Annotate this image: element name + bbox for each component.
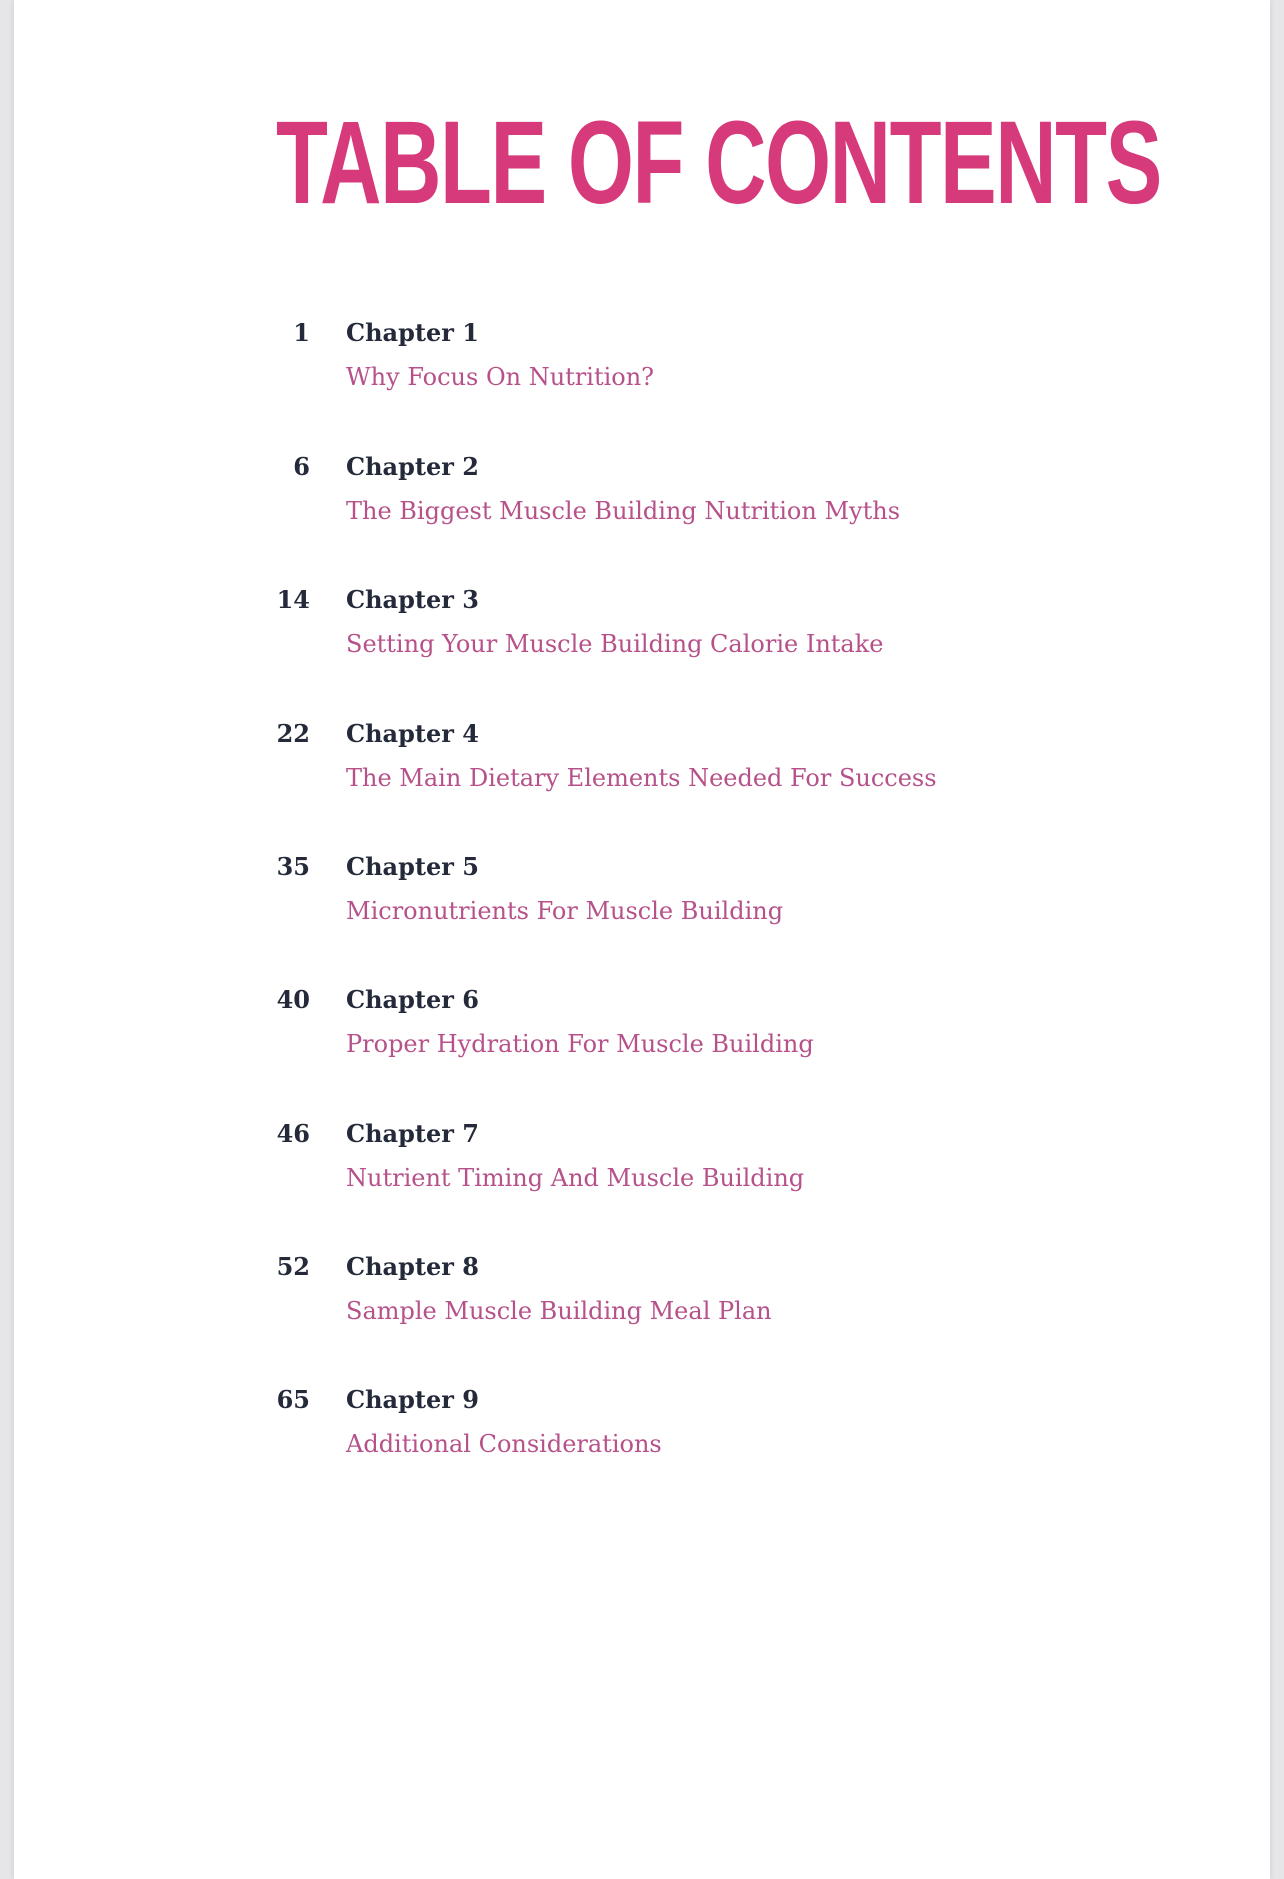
toc-chapter-label: Chapter 6 xyxy=(346,985,479,1014)
toc-entry-chapter-6[interactable] xyxy=(14,985,1270,1085)
toc-chapter-title[interactable]: Additional Considerations xyxy=(346,1430,662,1458)
toc-chapter-title[interactable]: Nutrient Timing And Muscle Building xyxy=(346,1164,805,1192)
toc-page-number: 40 xyxy=(276,985,310,1014)
document-page xyxy=(14,0,1270,1879)
toc-chapter-title[interactable]: The Biggest Muscle Building Nutrition Myths xyxy=(346,497,901,525)
toc-entry-chapter-3[interactable] xyxy=(14,585,1270,685)
toc-entry-chapter-8[interactable] xyxy=(14,1252,1270,1352)
toc-chapter-label: Chapter 2 xyxy=(346,452,479,481)
toc-entry-chapter-1[interactable] xyxy=(14,318,1270,418)
toc-page-number: 6 xyxy=(293,452,310,481)
toc-chapter-title[interactable]: Sample Muscle Building Meal Plan xyxy=(346,1297,772,1325)
page-title: TABLE OF CONTENTS xyxy=(276,97,1161,229)
toc-entry-chapter-9[interactable] xyxy=(14,1385,1270,1485)
toc-chapter-label: Chapter 8 xyxy=(346,1252,479,1281)
toc-entry-chapter-2[interactable] xyxy=(14,452,1270,552)
toc-page-number: 65 xyxy=(276,1385,310,1414)
toc-page-number: 35 xyxy=(276,852,310,881)
toc-entry-chapter-7[interactable] xyxy=(14,1119,1270,1219)
toc-page-number: 52 xyxy=(276,1252,310,1281)
toc-chapter-label: Chapter 7 xyxy=(346,1119,479,1148)
toc-chapter-title[interactable]: Proper Hydration For Muscle Building xyxy=(346,1030,814,1058)
toc-page-number: 46 xyxy=(276,1119,310,1148)
toc-chapter-title[interactable]: Micronutrients For Muscle Building xyxy=(346,897,784,925)
toc-chapter-title[interactable]: The Main Dietary Elements Needed For Success xyxy=(346,764,937,792)
toc-chapter-label: Chapter 5 xyxy=(346,852,479,881)
toc-entry-chapter-5[interactable] xyxy=(14,852,1270,952)
toc-chapter-label: Chapter 3 xyxy=(346,585,479,614)
toc-chapter-title[interactable]: Why Focus On Nutrition? xyxy=(346,363,655,391)
toc-page-number: 14 xyxy=(276,585,310,614)
toc-chapter-label: Chapter 1 xyxy=(346,318,479,347)
toc-chapter-label: Chapter 4 xyxy=(346,719,479,748)
toc-chapter-title[interactable]: Setting Your Muscle Building Calorie Intake xyxy=(346,630,884,658)
toc-entry-chapter-4[interactable] xyxy=(14,719,1270,819)
toc-page-number: 22 xyxy=(276,719,310,748)
toc-page-number: 1 xyxy=(293,318,310,347)
toc-chapter-label: Chapter 9 xyxy=(346,1385,479,1414)
